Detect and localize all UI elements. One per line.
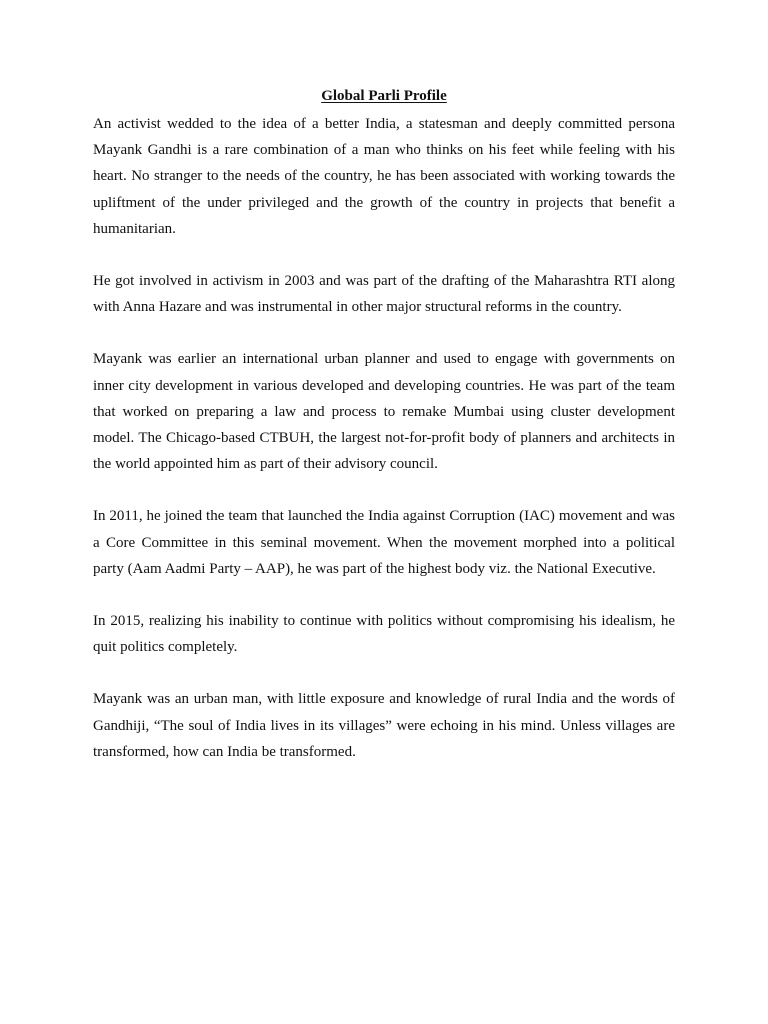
- document-title: Global Parli Profile: [321, 88, 447, 104]
- paragraph-quit-politics: In 2015, realizing his inability to continue with politics without compromising his idealism, he quit politics completely.: [93, 613, 675, 656]
- paragraph-rural-india: Mayank was an urban man, with little exposure and knowledge of rural India and the words of Gandhiji, “The soul of India lives in its villages” were echoing in his mind. Unless villages are transformed, how can India be transformed.: [93, 691, 675, 760]
- paragraph-urban-planner: Mayank was earlier an international urban planner and used to engage with governments on inner city development in various developed and developing countries. He was part of the team that worked on preparing a law and process to remake Mumbai using cluster development model. The Chicago-based CTBUH, the largest not-for-profit body of planners and architects in the world appointed him as part of their advisory council.: [93, 351, 675, 473]
- document-body: [93, 111, 675, 791]
- paragraph-activism: He got involved in activism in 2003 and was part of the drafting of the Maharashtra RTI along with Anna Hazare and was instrumental in other major structural reforms in the country.: [93, 273, 675, 316]
- paragraph-intro: An activist wedded to the idea of a better India, a statesman and deeply committed persona Mayank Gandhi is a rare combination of a man who thinks on his feet while feeling with his heart. No stranger to the needs of the country, he has been associated with working towards the upliftment of the under privileged and the growth of the country in projects that benefit a humanitarian.: [93, 116, 675, 237]
- paragraph-iac-movement: In 2011, he joined the team that launched the India against Corruption (IAC) movement and was a Core Committee in this seminal movement. When the movement morphed into a political party (Aam Aadmi Party – AAP), he was part of the highest body viz. the National Executive.: [93, 508, 675, 577]
